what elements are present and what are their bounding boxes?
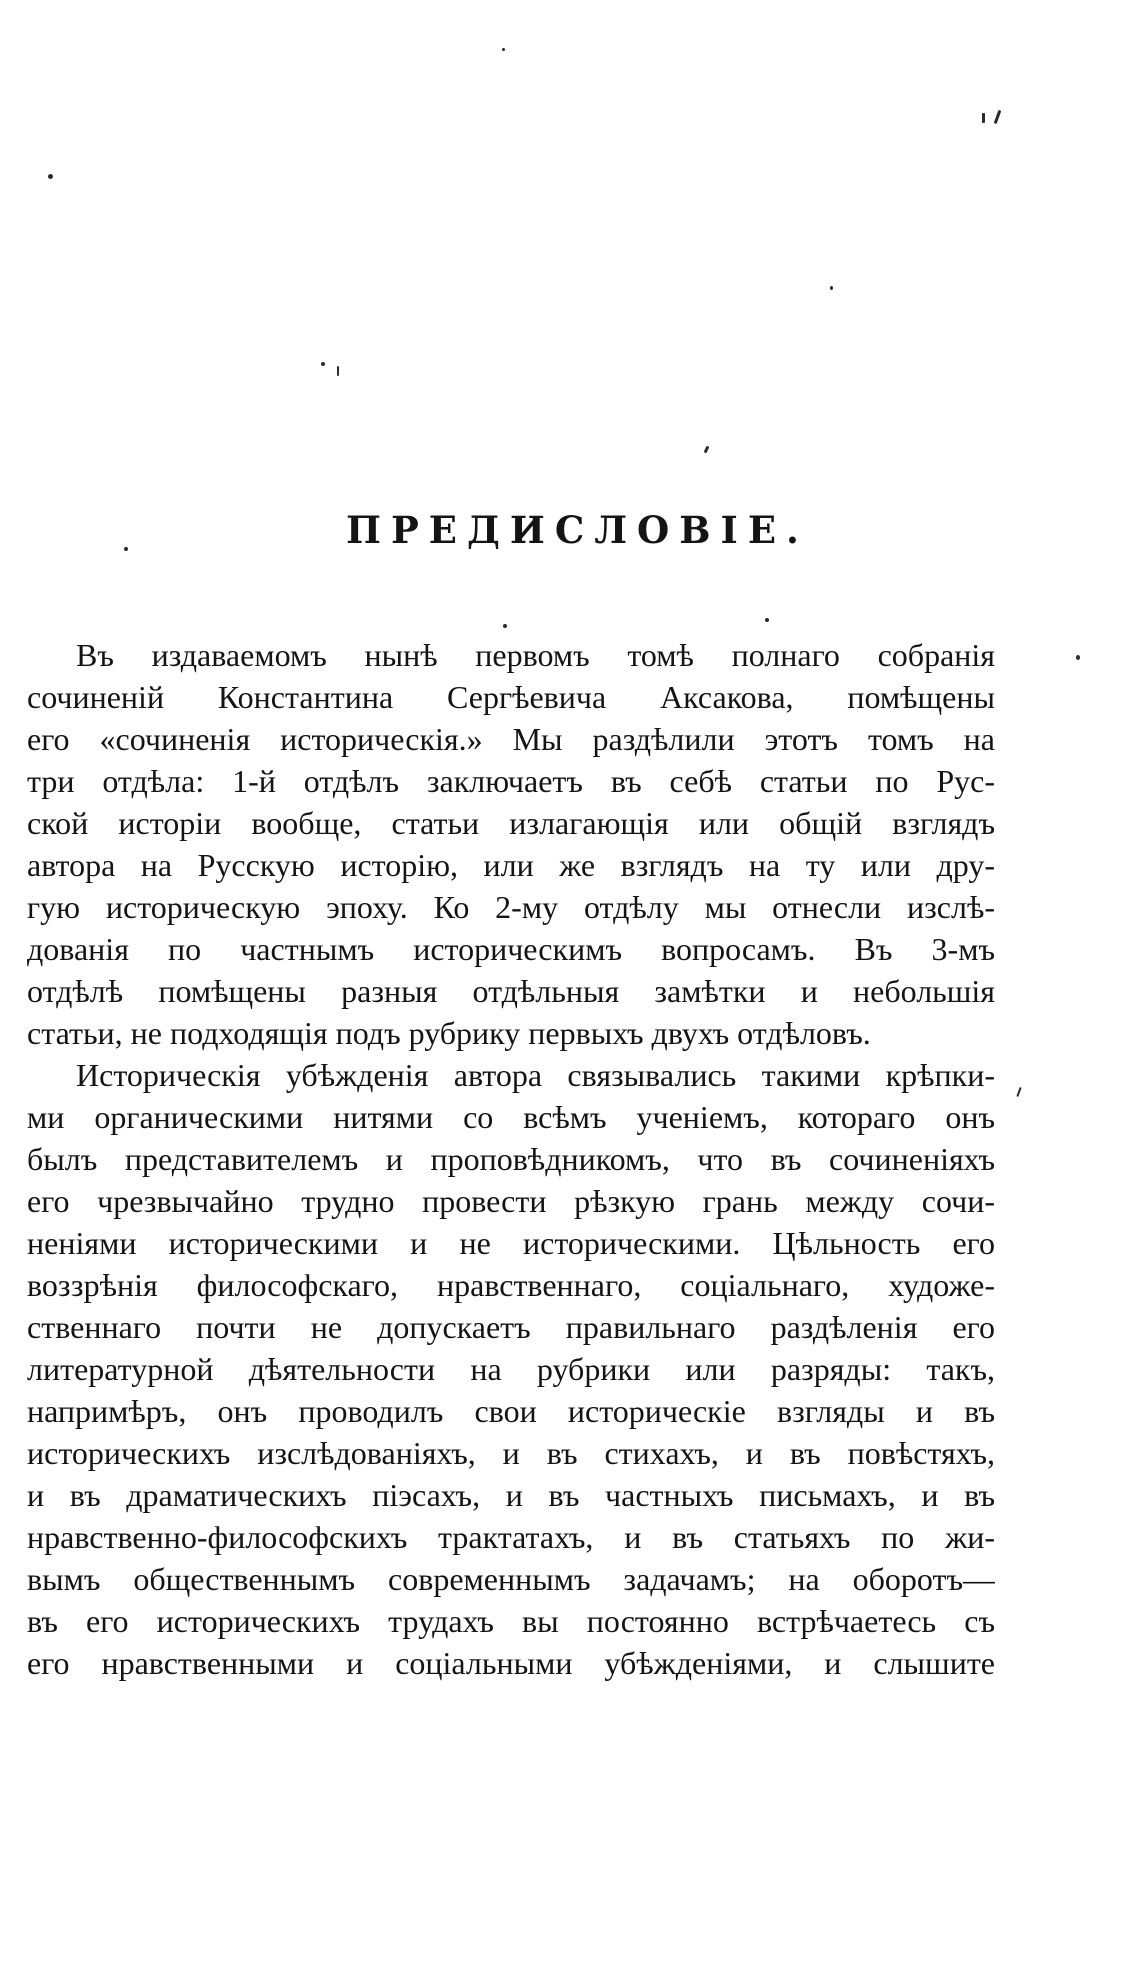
text-line: и въ драматическихъ піэсахъ, и въ частныхъ письмахъ, и въ [27,1477,995,1513]
scan-speck [48,174,53,179]
text-line: три отдѣла: 1-й отдѣлъ заключаетъ въ себѣ статьи по Рус- [27,763,995,799]
scan-speck [765,618,769,622]
text-line: его нравственными и соціальными убѣжденіями, и слышите [27,1645,995,1681]
text-line: историческихъ изслѣдованіяхъ, и въ стихахъ, и въ повѣстяхъ, [27,1435,995,1471]
text-line: ми органическими нитями со всѣмъ ученіемъ, котораго онъ [27,1099,995,1135]
scan-speck [830,286,833,290]
text-line: былъ представителемъ и проповѣдникомъ, что въ сочиненіяхъ [27,1141,995,1177]
text-line: ской исторіи вообще, статьи излагающія или общій взглядъ [27,805,995,841]
text-line: Въ издаваемомъ нынѣ первомъ томѣ полнаго собранія [76,637,995,673]
text-line: дованія по частнымъ историческимъ вопросамъ. Въ 3-мъ [27,931,995,967]
text-line: воззрѣнія философскаго, нравственнаго, соціальнаго, художе- [27,1267,995,1303]
scan-speck [321,362,325,366]
text-line: въ его историческихъ трудахъ вы постоянно встрѣчаетесь съ [27,1603,995,1639]
scan-speck [1016,1087,1021,1097]
text-line: нравственно-философскихъ трактатахъ, и въ статьяхъ по жи- [27,1519,995,1555]
text-line: отдѣлѣ помѣщены разныя отдѣльныя замѣтки и небольшія [27,973,995,1009]
text-line: вымъ общественнымъ современнымъ задачамъ; на оборотъ— [27,1561,995,1597]
scan-speck [503,624,507,628]
text-line: гую историческую эпоху. Ко 2-му отдѣлу мы отнесли изслѣ- [27,889,995,925]
text-line: автора на Русскую исторію, или же взглядъ на ту или дру- [27,847,995,883]
scan-speck [704,446,710,454]
text-line: неніями историческими и не историческими. Цѣльность его [27,1225,995,1261]
text-line: напримѣръ, онъ проводилъ свои историческіе взгляды и въ [27,1393,995,1429]
scan-speck [982,113,985,123]
page-title: ПРЕДИСЛОВІЕ. [346,508,809,552]
scan-speck [994,110,1002,124]
text-line: его «сочиненія историческія.» Мы раздѣлили этотъ томъ на [27,721,995,757]
text-line: Историческія убѣжденія автора связывались такими крѣпки- [76,1057,995,1093]
text-line: ственнаго почти не допускаетъ правильнаго раздѣленія его [27,1309,995,1345]
scan-speck [502,48,505,51]
scan-speck [1076,655,1080,660]
text-line: его чрезвычайно трудно провести рѣзкую грань между сочи- [27,1183,995,1219]
text-line: сочиненій Константина Сергѣевича Аксакова, помѣщены [27,679,995,715]
text-line: статьи, не подходящія подъ рубрику первыхъ двухъ отдѣловъ. [27,1015,871,1051]
scan-speck [337,366,339,376]
text-line: литературной дѣятельности на рубрики или разряды: такъ, [27,1351,995,1387]
